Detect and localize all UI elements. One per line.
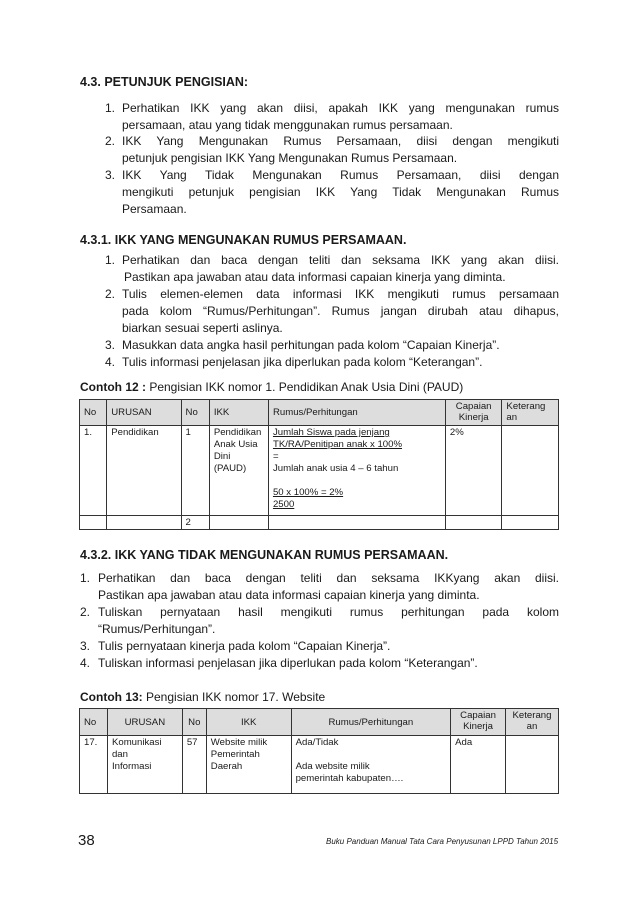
cell-empty [268,516,445,530]
footer-text: Buku Panduan Manual Tata Cara Penyusunan LPPD Tahun 2015 [326,837,559,846]
formula-numerator: Jumlah Siswa pada jenjang [272,427,390,438]
cell-line: Ada/Tidak [295,737,339,748]
table-caption [80,379,463,397]
list-item-line: persamaan, atau yang tidak menggunakan rumus persamaan. [122,118,453,132]
page-number: 38 [78,832,95,849]
list-item-line: IKK Yang Mengunakan Rumus Persamaan, diisi dengan mengikuti [122,134,559,148]
cell-line: Dini [213,451,231,462]
cell-line: Daerah [210,761,243,772]
cell-ikk [206,736,291,794]
list-item-num: 2. [105,134,116,148]
cell-rumus [291,736,451,794]
cell-urusan [107,736,182,794]
list-item-num: 2. [80,605,91,619]
cell-line: Ada website milik [295,761,370,772]
list-item-line: Tulis pernyataan kinerja pada kolom “Capaian Kinerja”. [98,639,391,653]
col-header-ikk: IKK [206,709,291,736]
col-header-capaian: Capaian Kinerja [451,709,506,736]
list-item-line: Perhatikan dan baca dengan teliti dan seksama IKK yang akan diisi. [122,253,559,267]
col-header-rumus: Rumus/Perhitungan [291,709,451,736]
list-item-num: 2. [105,287,116,301]
list-item-line: mengikuti petunjuk pengisian IKK Yang Tidak Mengunakan Rumus [122,185,559,199]
col-header-capaian: Capaian Kinerja [445,400,502,426]
list-item-num: 3. [80,639,91,653]
cell-line: Anak Usia [213,439,258,450]
cell-capaian: Ada [451,736,506,794]
caption-text: Pengisian IKK nomor 17. Website [142,690,326,704]
list-item-line: Tulis informasi penjelasan jika diperlukan pada kolom “Keterangan”. [122,355,483,369]
list-item-line: Persamaan. [122,202,187,216]
list-item-num: 1. [105,253,116,267]
section-heading-4-3-2: 4.3.2. IKK YANG TIDAK MENGUNAKAN RUMUS PERSAMAAN. [80,548,449,562]
cell-line: Pemerintah [210,749,260,760]
col-header-no: No [80,709,108,736]
list-item-line: Perhatikan IKK yang akan diisi, apakah IKK yang mengunakan rumus [122,101,559,115]
formula-equals: = [272,451,279,462]
formula-numerator: TK/RA/Penitipan anak x 100% [272,439,403,450]
list-item-line: petunjuk pengisian IKK Yang Mengunakan Rumus Persamaan. [122,151,458,165]
list-item-line: Masukkan data angka hasil perhitungan pada kolom “Capaian Kinerja”. [122,338,500,352]
cell-line: Komunikasi [111,737,162,748]
list-item-line: Tuliskan informasi penjelasan jika diperlukan pada kolom “Keterangan”. [98,656,478,670]
cell-line: Website milik [210,737,268,748]
caption-label: Contoh 12 : [80,380,146,394]
cell-line: Informasi [111,761,152,772]
list-item-line: “Rumus/Perhitungan”. [98,622,216,636]
section-heading-4-3: 4.3. PETUNJUK PENGISIAN: [80,75,249,89]
col-header-urusan: URUSAN [107,709,182,736]
cell-no2: 2 [181,516,209,530]
list-item-line: Pastikan apa jawaban atau data informasi capaian kinerja yang diminta. [98,588,480,602]
cell-empty [445,516,502,530]
cell-empty [80,516,107,530]
cell-keterangan [502,426,559,516]
calc-denominator: 2500 [272,499,295,510]
cell-capaian: 2% [445,426,502,516]
col-header-ikk: IKK [209,400,268,426]
section-heading-4-3-1: 4.3.1. IKK YANG MENGUNAKAN RUMUS PERSAMAAN. [80,233,407,247]
cell-ikk [209,426,268,516]
cell-empty [107,516,181,530]
caption-text: Pengisian IKK nomor 1. Pendidikan Anak Usia Dini (PAUD) [146,380,464,394]
list-item-line: Tuliskan pernyataan hasil mengikuti rumus perhitungan pada kolom [98,605,559,619]
table-row [80,736,559,794]
list-item-num: 1. [105,101,116,115]
list-item-line: Pastikan apa jawaban atau data informasi capaian kinerja yang diminta. [124,270,506,284]
cell-empty [502,516,559,530]
cell-keterangan [506,736,559,794]
list-item-line: Perhatikan dan baca dengan teliti dan seksama IKKyang akan diisi. [98,571,559,585]
cell-rumus [268,426,445,516]
calc-numerator: 50 x 100% = 2% [272,487,344,498]
col-header-keterangan: Keterang an [502,400,559,426]
list-item-line: Tulis elemen-elemen data informasi IKK mengikuti rumus persamaan [122,287,559,301]
col-header-no: No [80,400,107,426]
list-item-line: biarkan sesuai seperti aslinya. [122,321,283,335]
cell-no2: 57 [182,736,206,794]
cell-no2: 1 [181,426,209,516]
formula-denominator: Jumlah anak usia 4 – 6 tahun [272,463,399,474]
col-header-urusan: URUSAN [107,400,181,426]
table-row [80,426,559,516]
list-item-num: 1. [80,571,91,585]
col-header-no2: No [182,709,206,736]
col-header-no2: No [181,400,209,426]
caption-label: Contoh 13: [80,690,143,704]
table-row [80,516,559,530]
col-header-keterangan: Keterang an [506,709,559,736]
table-caption [80,689,325,707]
list-item-line: IKK Yang Tidak Mengunakan Rumus Persamaan, diisi dengan [122,168,559,182]
cell-urusan: Pendidikan [107,426,181,516]
cell-empty [209,516,268,530]
cell-no: 1. [80,426,107,516]
cell-line: pemerintah kabupaten…. [295,773,404,784]
table-contoh-13 [79,708,559,794]
list-item-num: 4. [80,656,91,670]
table-contoh-12 [79,399,559,530]
list-item-num: 3. [105,168,116,182]
cell-no: 17. [80,736,108,794]
list-item-line: pada kolom “Rumus/Perhitungan”. Rumus jangan dirubah atau dihapus, [122,304,559,318]
cell-line: dan [111,749,128,760]
col-header-rumus: Rumus/Perhitungan [268,400,445,426]
cell-line: Pendidikan [213,427,262,438]
list-item-num: 3. [105,338,116,352]
cell-line: (PAUD) [213,463,247,474]
list-item-num: 4. [105,355,116,369]
